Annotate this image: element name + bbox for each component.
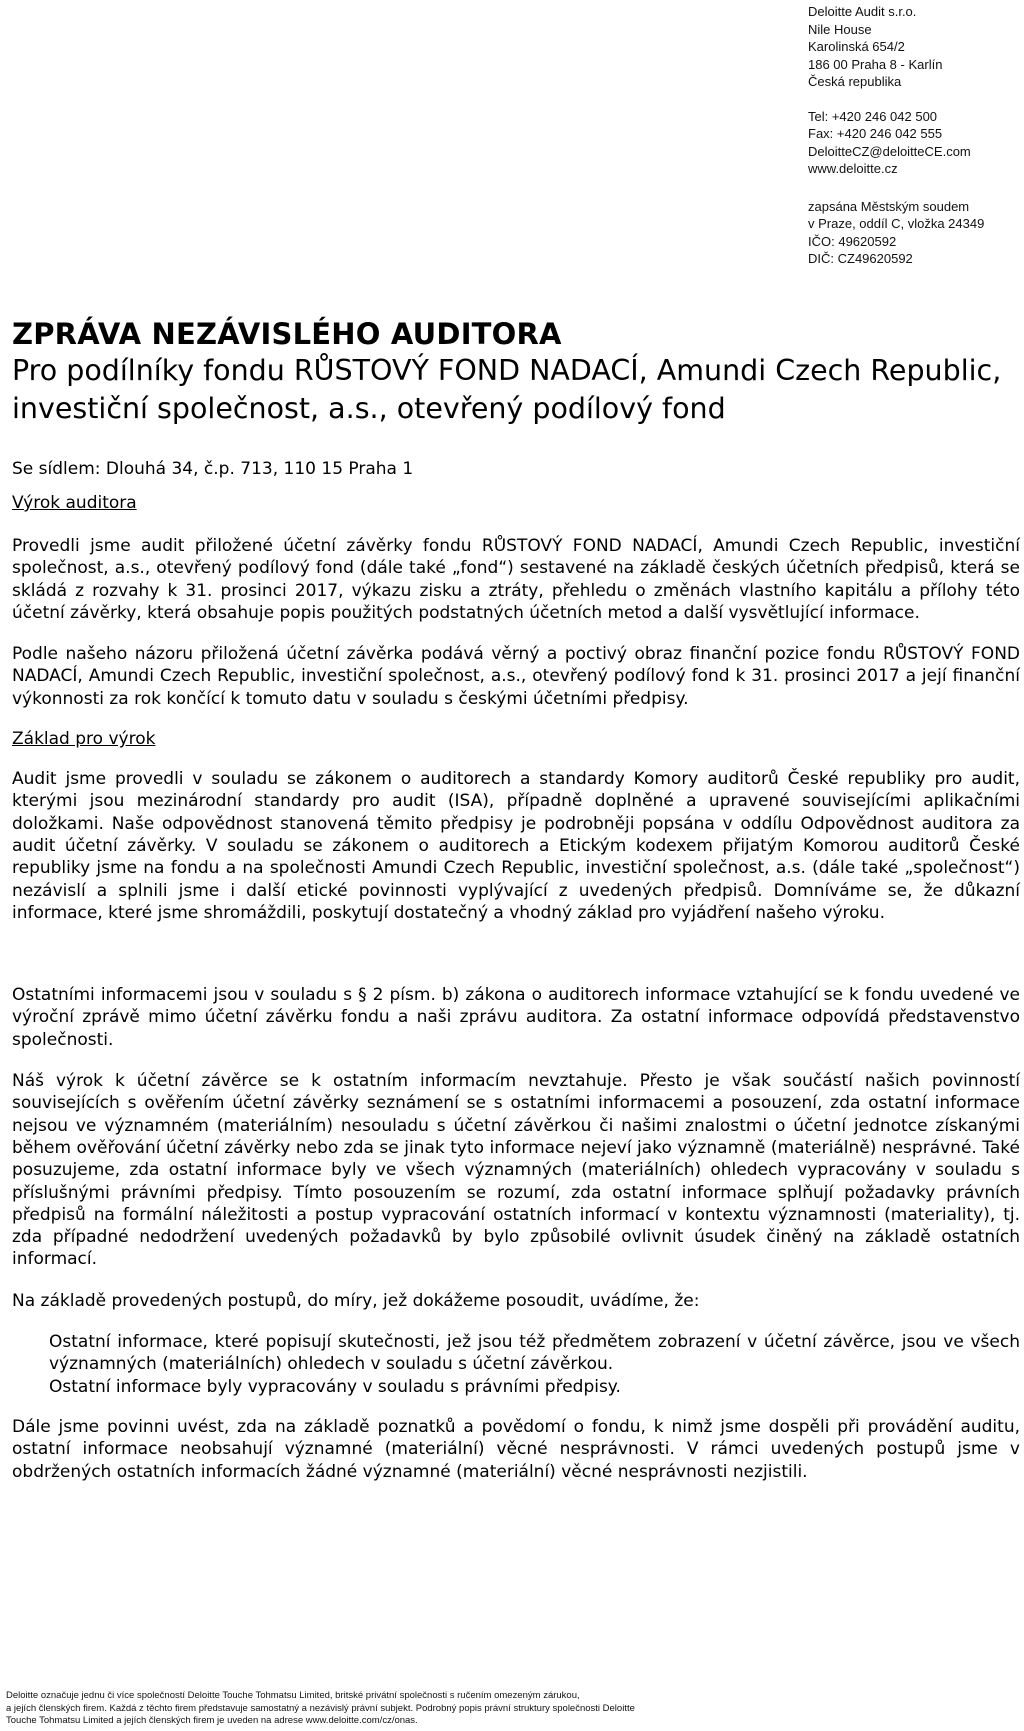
phone-number: Tel: +420 246 042 500 bbox=[808, 108, 938, 124]
country: Česká republika bbox=[808, 74, 902, 89]
heading-basis: Základ pro výrok bbox=[12, 729, 156, 750]
paragraph-procedures: Na základě provedených postupů, do míry, jež dokážeme posoudit, uvádíme, že: bbox=[12, 1290, 700, 1311]
paragraph-other-information: Ostatními informacemi jsou v souladu s § 2 písm. b) zákona o auditorech informace vztahující se k fondu uvedené ve výroční zprávě mimo účetní závěrku fondu a naši zprávu auditora. Za ostatní informace odpovídá představenstvo společnosti. bbox=[12, 985, 1020, 1050]
vat-id: DIČ: CZ49620592 bbox=[808, 251, 913, 266]
city-address: 186 00 Praha 8 - Karlín bbox=[808, 56, 943, 72]
paragraph-audit-scope: Provedli jsme audit přiložené účetní závěrky fondu RŮSTOVÝ FOND NADACÍ, Amundi Czech Republic, investiční společnost, a.s., otevřený podílový fond (dále také „fond“) sestavené na základě českých účetních předpisů, která se skládá z rozvahy k 31. prosinci 2017, výkazu zisku a ztráty, přehledu o změnách vlastního kapitálu a přílohy této účetní závěrky, která obsahuje popis použitých podstatných účetních metod a další vysvětlující informace. bbox=[12, 536, 1020, 623]
address-block bbox=[808, 3, 1018, 91]
paragraph-opinion: Podle našeho názoru přiložená účetní závěrka podává věrný a poctivý obraz finanční pozice fondu RŮSTOVÝ FOND NADACÍ, Amundi Czech Republic, investiční společnost, a.s., otevřený podílový fond k 31. prosinci 2017 a její finanční výkonnosti za rok končící k tomuto datu v souladu s českými účetními předpisy. bbox=[12, 644, 1020, 709]
report-title: ZPRÁVA NEZÁVISLÉHO AUDITORA bbox=[12, 317, 562, 351]
email-address: DeloitteCZ@deloitteCE.com bbox=[808, 143, 971, 159]
paragraph-basis: Audit jsme provedli v souladu se zákonem o auditorech a standardy Komory auditorů České republiky pro audit, kterými jsou mezinárodní standardy pro audit (ISA), případně doplněné a upravené souvisejícími aplikačními doložkami. Naše odpovědnost stanovená těmito předpisy je podrobněji popsána v oddílu Odpovědnost auditora za audit účetní závěrky. V souladu se zákonem o auditorech a Etickým kodexem přijatým Komorou auditorů České republiky jsme na fondu a na společnosti Amundi Czech Republic, investiční společnost, a.s. (dále také „společnost“) nezávislí a splnili jsme i další etické povinnosti vyplývající z uvedených předpisů. Domníváme se, že důkazní informace, které jsme shromáždili, poskytují dostatečný a vhodný základ pro vyjádření našeho výroku. bbox=[12, 769, 1020, 923]
registry-line-2: v Praze, oddíl C, vložka 24349 bbox=[808, 216, 985, 231]
registry-block bbox=[808, 198, 1018, 268]
letterhead bbox=[808, 3, 1018, 268]
report-subtitle: Pro podílníky fondu RŮSTOVÝ FOND NADACÍ, Amundi Czech Republic, investiční společnost, a.s., otevřený podílový fond bbox=[12, 354, 1002, 425]
website: www.deloitte.cz bbox=[808, 161, 898, 176]
registered-office: Se sídlem: Dlouhá 34, č.p. 713, 110 15 Praha 1 bbox=[12, 459, 414, 479]
footer-line-3: Touche Tohmatsu Limited a jejích členských firem je uveden na adrese www.deloitte.com/cz/onas. bbox=[6, 1715, 418, 1726]
contact-block bbox=[808, 108, 1018, 178]
findings-list bbox=[12, 1331, 1020, 1398]
footer-line-2: a jejích členských firem. Každá z těchto firem představuje samostatný a nezávislý právní subjekt. Podrobný popis právní struktury společnosti Deloitte bbox=[6, 1702, 635, 1714]
paragraph-misstatements: Dále jsme povinni uvést, zda na základě poznatků a povědomí o fondu, k nimž jsme dospěli při provádění auditu, ostatní informace neobsahují významné (materiální) věcné nesprávnosti. V rámci uvedených postupů jsme v obdržených ostatních informacích žádné významné (materiální) věcné nesprávnosti nezjistili. bbox=[12, 1416, 1020, 1482]
street-address: Karolinská 654/2 bbox=[808, 39, 905, 54]
legal-footer bbox=[6, 1690, 1016, 1728]
building-name: Nile House bbox=[808, 21, 872, 37]
list-item: Ostatní informace, které popisují skutečnosti, jež jsou též předmětem zobrazení v účetní závěrce, jsou ve všech významných (materiálních) ohledech v souladu s účetní závěrkou. bbox=[49, 1332, 1020, 1375]
heading-opinion: Výrok auditora bbox=[12, 493, 137, 513]
list-item: Ostatní informace byly vypracovány v souladu s právními předpisy. bbox=[49, 1376, 621, 1397]
fax-number: Fax: +420 246 042 555 bbox=[808, 126, 943, 141]
footer-line-1: Deloitte označuje jednu či více společností Deloitte Touche Tohmatsu Limited, britské privátní společnosti s ručením omezeným zárukou, bbox=[6, 1690, 580, 1701]
registry-line-1: zapsána Městským soudem bbox=[808, 198, 970, 214]
company-id: IČO: 49620592 bbox=[808, 233, 897, 249]
paragraph-other-information-review: Náš výrok k účetní závěrce se k ostatním informacím nevztahuje. Přesto je však součástí našich povinností souvisejících s ověřením účetní závěrky seznámení se s ostatními informacemi a posouzení, zda ostatní informace nejsou ve významném (materiálním) nesouladu s účetní závěrkou či našimi znalostmi o účetní jednotce získanými během ověřování účetní závěrky nebo zda se jinak tyto informace nejeví jako významně (materiálně) nesprávné. Také posuzujeme, zda ostatní informace byly ve všech významných (materiálních) ohledech vypracovány v souladu s příslušnými právními předpisy. Tímto posouzením se rozumí, zda ostatní informace splňují požadavky právních předpisů na formální náležitosti a postup vypracování ostatních informací v kontextu významnosti (materiality), tj. zda případné nedodržení uvedených požadavků by bylo způsobilé ovlivnit úsudek činěný na základě ostatních informací. bbox=[12, 1071, 1020, 1270]
report-body bbox=[12, 316, 1020, 1483]
company-name: Deloitte Audit s.r.o. bbox=[808, 4, 917, 19]
